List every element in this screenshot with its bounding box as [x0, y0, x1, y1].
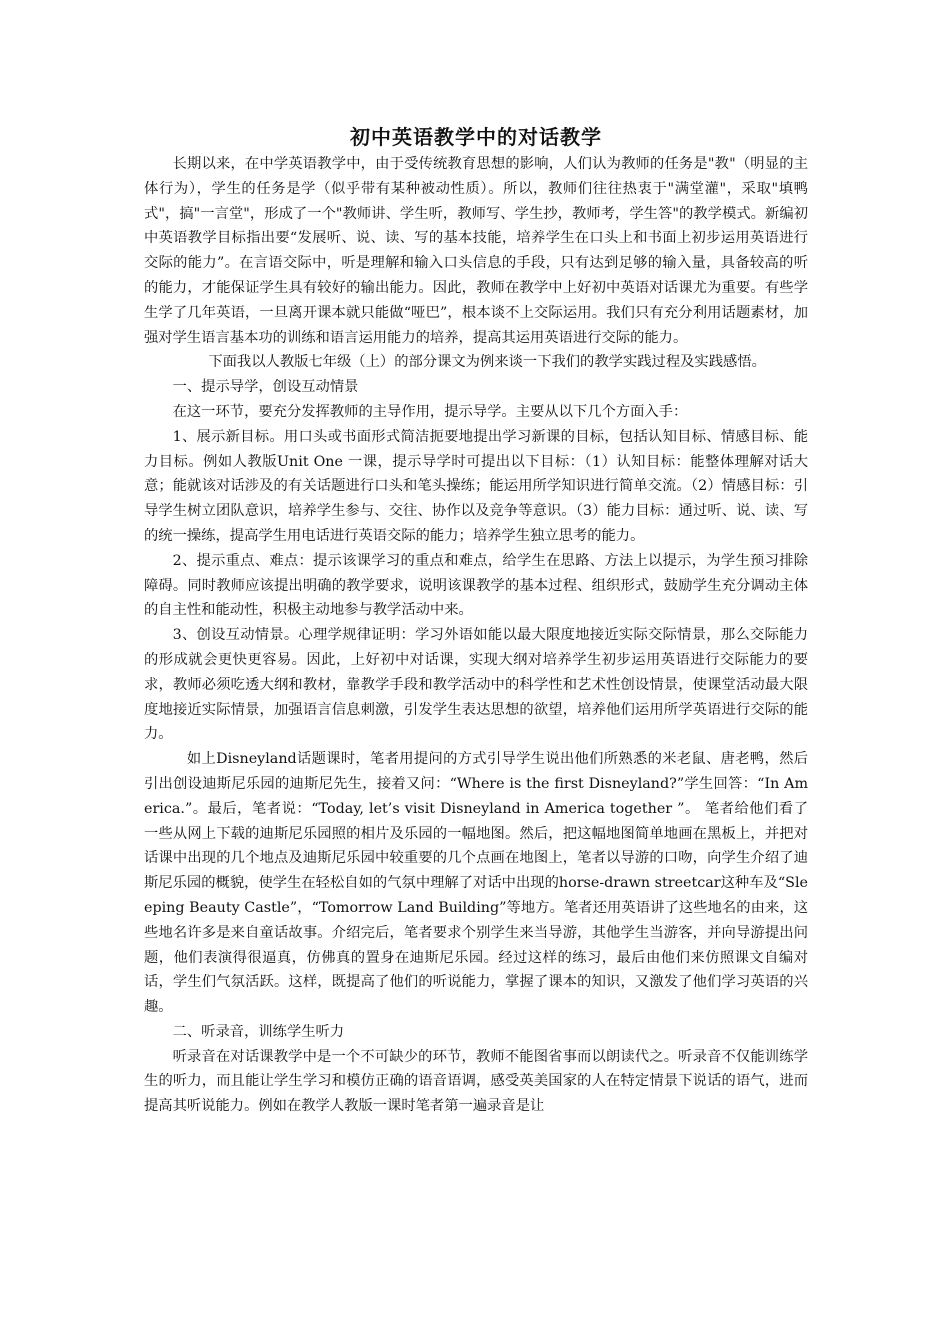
paragraph-listening: 听录音在对话课教学中是一个不可缺少的环节，教师不能图省事而以朗读代之。听录音不仅能训练学生的听力，而且能让学生学习和模仿正确的语音语调，感受英美国家的人在特定情景下说话的语气，进而提高其听说能力。例如在教学人教版一课时笔者第一遍录音是让 [144, 1048, 808, 1115]
section-heading-1: 一、提示导学，创设互动情景 [172, 379, 359, 396]
paragraph-interactive-scene: 3、创设互动情景。心理学规律证明：学习外语如能以最大限度地接近实际交际情景，那么交际能力的形成就会更快更容易。因此，上好初中对话课，实现大纲对培养学生初步运用英语进行交际能力的要求，教师必须吃透大纲和教材，靠教学手段和教学活动中的科学性和艺术性创设情景，使课堂活动最大限度地接近实际情景，加强语言信息刺激，引发学生表达思想的欲望，培养他们运用所学英语进行交际的能力。 [144, 627, 808, 743]
paragraph-goals: 1、展示新目标。用口头或书面形式简洁扼要地提出学习新课的目标，包括认知目标、情感目标、能力目标。例如人教版Unit One 一课，提示导学时可提出以下目标：（1）认知目标：能整体理解对话大意；能就该对话涉及的有关话题进行口头和笔头操练；能运用所学知识进行简单交流。（2）情感目标：引导学生树立团队意识，培养学生参与、交往、协作以及竞争等意识。（3）能力目标：通过听、说、读、写的统一操练，提高学生用电话进行英语交际的能力；培养学生独立思考的能力。 [144, 428, 808, 544]
paragraph-intro: 长期以来，在中学英语教学中，由于受传统教育思想的影响，人们认为教师的任务是"教"（明显的主体行为），学生的任务是学（似乎带有某种被动性质）。所以，教师们往往热衷于"满堂灌"，采取"填鸭式"，搞"一言堂"，形成了一个"教师讲、学生听，教师写、学生抄，教师考，学生答"的教学模式。新编初中英语教学目标指出要“发展听、说、读、写的基本技能，培养学生在口头上和书面上初步运用英语进行交际的能力”。在言语交际中，听是理解和输入口头信息的手段，只有达到足够的输入量，具备较高的听的能力，才能保证学生具有较好的输出能力。因此，教师在教学中上好初中英语对话课尤为重要。有些学生学了几年英语，一旦离开课本就只能做“哑巴”，根本谈不上交际运用。我们只有充分利用话题素材，加强对学生语言基本功的训练和语言运用能力的培养，提高其运用英语进行交际的能力。 [144, 156, 808, 346]
document-page [144, 122, 808, 1119]
paragraph-section-1-intro: 在这一环节，要充分发挥教师的主导作用，提示导学。主要从以下几个方面入手： [172, 403, 688, 420]
section-heading-2: 二、听录音，训练学生听力 [172, 1023, 345, 1040]
document-title: 初中英语教学中的对话教学 [350, 125, 602, 149]
paragraph-disneyland-example: 如上Disneyland话题课时，笔者用提问的方式引导学生说出他们所熟悉的米老鼠、唐老鸭，然后引出创设迪斯尼乐园的迪斯尼先生，接着又问：“Where is the first Disneyland?”学生回答：“In America.”。最后，笔者说：“Today, let’s visit Disneyland in America together ”。 笔者给他们看了一些从网上下载的迪斯尼乐园照的相片及乐园的一幅地图。然后，把这幅地图简单地画在黑板上，并把对话课中出现的几个地点及迪斯尼乐园中较重要的几个点画在地图上，笔者以导游的口吻，向学生介绍了迪斯尼乐园的概貌，使学生在轻松自如的气氛中理解了对话中出现的horse-drawn streetcar这种车及“Sleeping Beauty Castle”，“Tomorrow Land Building”等地方。笔者还用英语讲了这些地名的由来，这些地名许多是来自童话故事。介绍完后，笔者要求个别学生来当导游，其他学生当游客，并向导游提出问题，他们表演得很逼真，仿佛真的置身在迪斯尼乐园。经过这样的练习，最后由他们来仿照课文自编对话，学生们气氛活跃。这样，既提高了他们的听说能力，掌握了课本的知识，又激发了他们学习英语的兴趣。 [144, 751, 808, 1016]
paragraph-example-intro: 下面我以人教版七年级（上）的部分课文为例来谈一下我们的教学实践过程及实践感悟。 [208, 354, 766, 371]
paragraph-key-points: 2、提示重点、难点：提示该课学习的重点和难点，给学生在思路、方法上以提示，为学生预习排除障碍。同时教师应该提出明确的教学要求，说明该课教学的基本过程、组织形式，鼓励学生充分调动主体的自主性和能动性，积极主动地参与教学活动中来。 [144, 552, 808, 619]
